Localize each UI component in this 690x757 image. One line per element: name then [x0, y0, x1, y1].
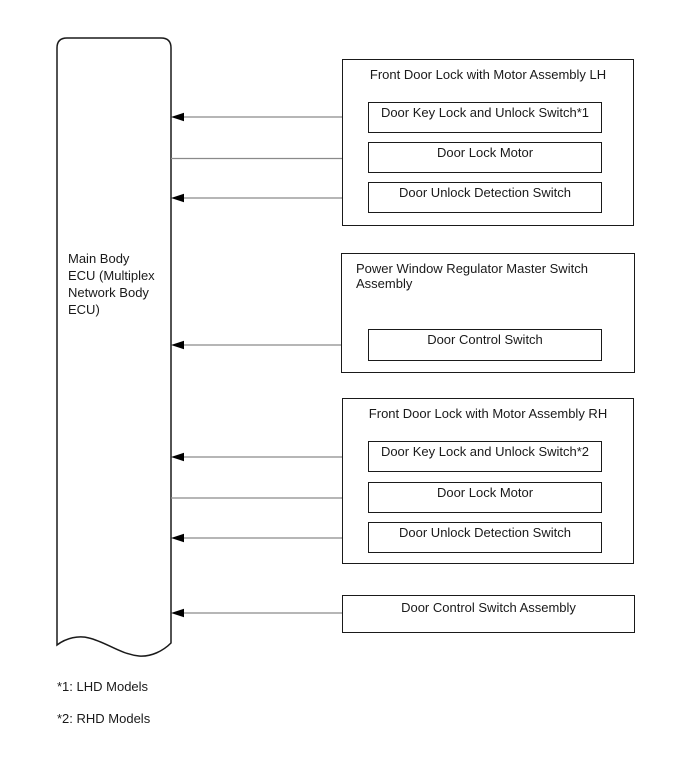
arrowhead-left-icon [171, 113, 184, 121]
door-lock-motor-rh-box: Door Lock Motor [368, 482, 602, 513]
main-body-ecu-label [68, 250, 168, 318]
arrowhead-left-icon [171, 609, 184, 617]
arrowhead-left-icon [171, 194, 184, 202]
arrowhead-left-icon [171, 453, 184, 461]
arrowhead-left-icon [171, 341, 184, 349]
door-key-lock-unlock-switch-lh-box: Door Key Lock and Unlock Switch*1 [368, 102, 602, 133]
footnote-rhd-models: *2: RHD Models [57, 711, 151, 726]
door-key-lock-unlock-switch-rh-box: Door Key Lock and Unlock Switch*2 [368, 441, 602, 472]
door-unlock-detection-switch-rh-box: Door Unlock Detection Switch [368, 522, 602, 553]
front-door-lock-assembly-rh-box [342, 398, 634, 564]
door-lock-motor-lh-box: Door Lock Motor [368, 142, 602, 173]
power-window-regulator-master-switch-assembly-box [341, 253, 635, 373]
front-door-lock-assembly-lh-box [342, 59, 634, 226]
door-control-switch-assembly-box: Door Control Switch Assembly [342, 595, 635, 633]
assembly-title: Power Window Regulator Master Switch Assembly [356, 261, 588, 291]
ecu-label-line: ECU (Multiplex [68, 268, 155, 283]
arrowhead-left-icon [171, 534, 184, 542]
footnote-lhd-models: *1: LHD Models [57, 679, 149, 694]
assembly-title: Front Door Lock with Motor Assembly LH [369, 67, 607, 82]
door-unlock-detection-switch-lh-box: Door Unlock Detection Switch [368, 182, 602, 213]
door-control-switch-box: Door Control Switch [368, 329, 602, 361]
ecu-label-line: ECU) [68, 302, 100, 317]
ecu-label-line: Main Body [68, 251, 130, 266]
assembly-title: Front Door Lock with Motor Assembly RH [368, 406, 608, 421]
ecu-label-line: Network Body [68, 285, 149, 300]
main-body-ecu-box [57, 38, 171, 656]
